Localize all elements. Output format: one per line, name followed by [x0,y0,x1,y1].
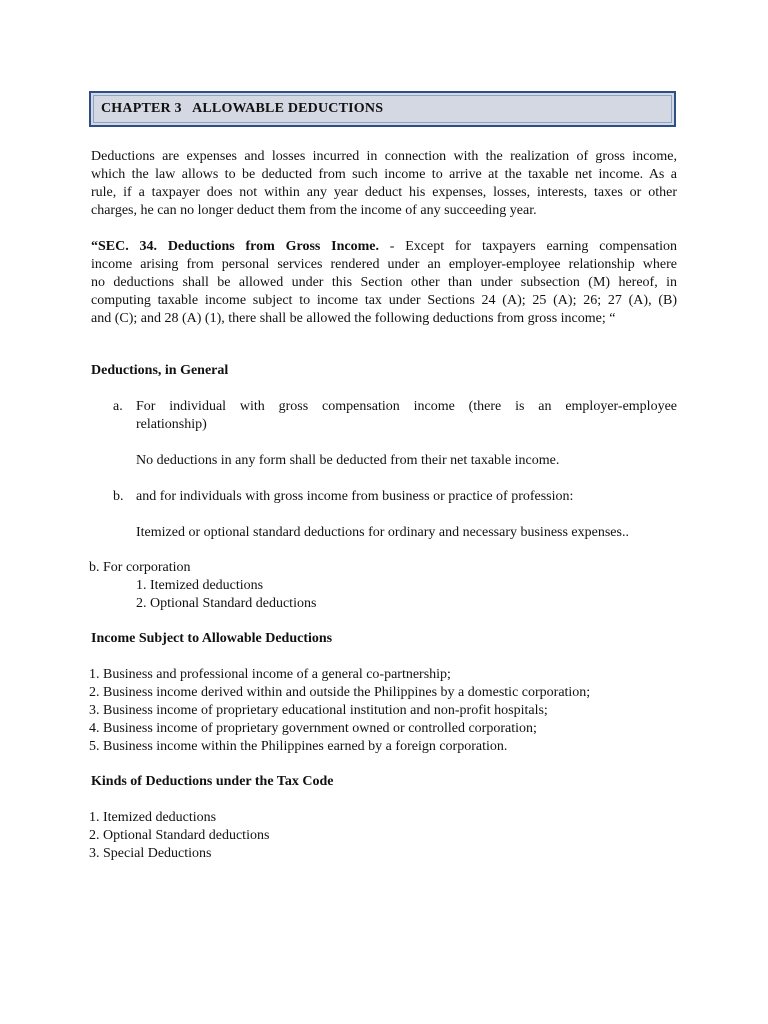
item-line: relationship) [136,417,207,432]
list-item: 3. Special Deductions [89,846,212,861]
list-item [136,398,677,434]
income-subject-heading: Income Subject to Allowable Deductions [91,631,333,646]
corporation-label: b. For corporation [89,560,191,575]
item-line: For individual with gross compensation income (there is an employer-employee [136,399,677,414]
section-line: computing taxable income subject to income tax under Sections 24 (A); 25 (A); 26; 27 (A), (B) [91,293,677,308]
list-item: 1. Business and professional income of a general co-partnership; [89,667,451,682]
section-line: and (C); and 28 (A) (1), there shall be allowed the following deductions from gross income; “ [91,311,616,326]
chapter-title: CHAPTER 3 ALLOWABLE DEDUCTIONS [101,101,384,116]
list-item: 5. Business income within the Philippines earned by a foreign corporation. [89,739,508,754]
list-item: 4. Business income of proprietary government owned or controlled corporation; [89,721,537,736]
item-marker: a. [113,399,123,414]
item-note: Itemized or optional standard deductions for ordinary and necessary business expenses.. [136,525,629,540]
item-marker: b. [113,489,124,504]
section-line: income arising from personal services rendered under an employer-employee relationship where [91,257,677,272]
section-line: no deductions shall be allowed under this Section other than under subsection (M) hereof, in [91,275,677,290]
list-item: 2. Optional Standard deductions [89,828,270,843]
section-34-paragraph [91,238,677,328]
intro-line: which the law allows to be deducted from such income to arrive at the taxable net income. As a [91,167,677,182]
corporation-subitem: 1. Itemized deductions [136,578,264,593]
section-heading: “SEC. 34. Deductions from Gross Income. [91,239,379,254]
kinds-heading: Kinds of Deductions under the Tax Code [91,774,334,789]
intro-line: Deductions are expenses and losses incurred in connection with the realization of gross income, [91,149,677,164]
chapter-heading-box [89,91,676,127]
section-first-line-rest: - Except for taxpayers earning compensation [378,239,677,254]
intro-line: charges, he can no longer deduct them from the income of any succeeding year. [91,203,537,218]
item-note: No deductions in any form shall be deducted from their net taxable income. [136,453,560,468]
intro-paragraph [91,148,677,220]
corporation-subitem: 2. Optional Standard deductions [136,596,317,611]
section-first-line [91,238,677,256]
list-item: 3. Business income of proprietary educational institution and non-profit hospitals; [89,703,548,718]
general-heading: Deductions, in General [91,363,229,378]
intro-line: rule, if a taxpayer does not within any year deduct his expenses, losses, interests, taxes or other [91,185,677,200]
list-item: 2. Business income derived within and outside the Philippines by a domestic corporation; [89,685,591,700]
list-item: 1. Itemized deductions [89,810,217,825]
item-line: and for individuals with gross income from business or practice of profession: [136,489,574,504]
